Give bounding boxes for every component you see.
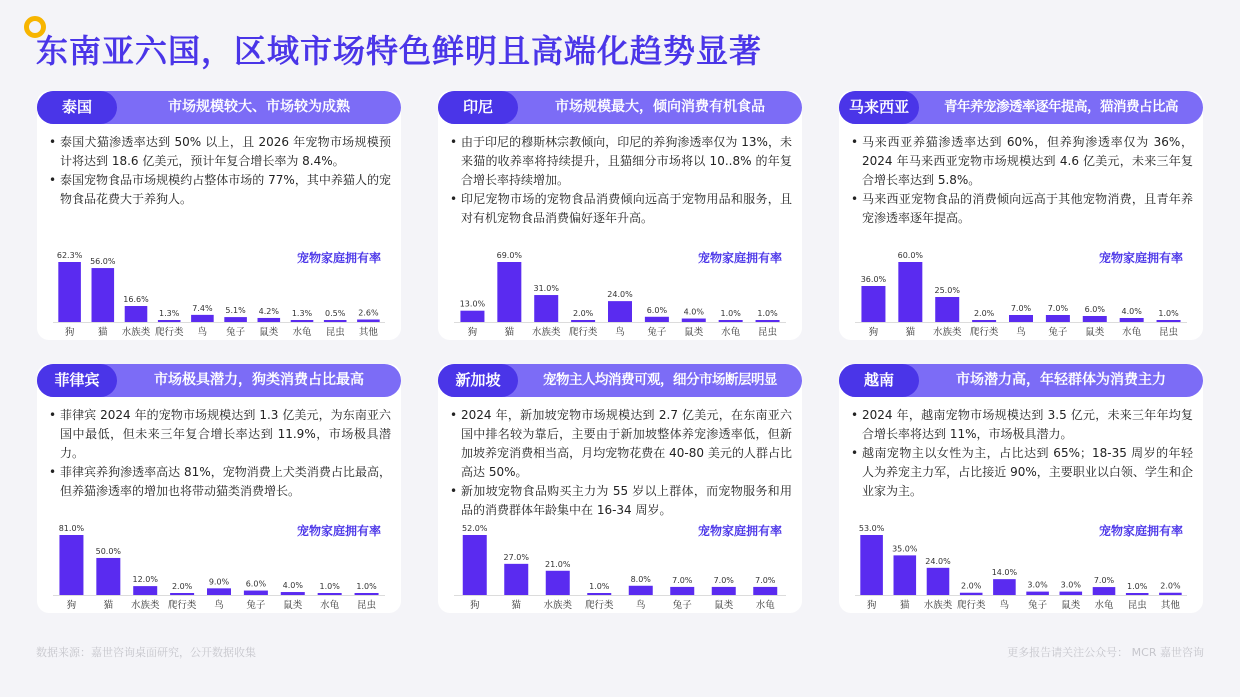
category-label: 昆虫 bbox=[357, 600, 377, 611]
data-label: 21.0% bbox=[545, 559, 571, 569]
card-header bbox=[438, 91, 802, 124]
data-label: 1.0% bbox=[589, 582, 610, 591]
category-label: 狗 bbox=[868, 327, 879, 338]
data-label: 6.0% bbox=[646, 305, 668, 315]
bar-狗 bbox=[861, 286, 885, 322]
bar-爬行类 bbox=[972, 320, 996, 322]
bullet-list bbox=[49, 133, 391, 209]
data-label: 81.0% bbox=[58, 524, 85, 533]
category-label: 昆虫 bbox=[758, 327, 778, 338]
bullet-item: • 泰国宠物食品市场规模约占整体市场的 77%，其中养猫人的宠物食品花费大于养狗人。 bbox=[49, 171, 391, 209]
category-label: 猫 bbox=[900, 600, 910, 611]
data-label: 27.0% bbox=[503, 552, 529, 562]
category-label: 兔子 bbox=[1028, 600, 1048, 611]
chart-svg bbox=[839, 250, 1203, 340]
bar-水龟 bbox=[753, 587, 777, 595]
bar-爬行类 bbox=[960, 593, 983, 595]
data-label: 7.0% bbox=[1047, 304, 1069, 313]
data-label: 1.3% bbox=[291, 309, 313, 318]
data-label: 7.0% bbox=[672, 575, 693, 585]
card-header bbox=[839, 364, 1203, 397]
bar-爬行类 bbox=[170, 593, 194, 595]
category-label: 水族类 bbox=[932, 327, 962, 338]
bar-鼠类 bbox=[1060, 592, 1083, 595]
category-label: 兔子 bbox=[246, 600, 266, 611]
category-label: 水族类 bbox=[531, 327, 561, 338]
category-label: 水龟 bbox=[721, 327, 741, 338]
data-label: 6.0% bbox=[245, 579, 267, 589]
country-badge: 新加坡 bbox=[438, 364, 518, 397]
category-label: 鼠类 bbox=[1085, 327, 1105, 338]
data-label: 36.0% bbox=[860, 275, 887, 284]
bar-狗 bbox=[460, 311, 484, 322]
bar-狗 bbox=[59, 535, 83, 595]
bullet-list bbox=[851, 133, 1193, 228]
chart-label: 宠物家庭拥有率 bbox=[296, 524, 381, 538]
data-label: 62.3% bbox=[56, 251, 83, 260]
data-label: 7.0% bbox=[755, 575, 776, 585]
data-label: 24.0% bbox=[607, 290, 633, 300]
bar-猫 bbox=[96, 558, 120, 595]
category-label: 兔子 bbox=[1048, 327, 1068, 338]
bar-兔子 bbox=[1046, 315, 1070, 322]
data-label: 3.0% bbox=[1060, 580, 1081, 590]
data-label: 69.0% bbox=[496, 251, 523, 260]
category-label: 昆虫 bbox=[1159, 327, 1179, 338]
card-header bbox=[839, 91, 1203, 124]
category-label: 爬行类 bbox=[956, 600, 986, 611]
card-header bbox=[37, 364, 401, 397]
data-label: 2.0% bbox=[1160, 581, 1181, 591]
bar-水族类 bbox=[534, 295, 558, 322]
bar-水龟 bbox=[318, 593, 342, 595]
category-label: 狗 bbox=[64, 327, 75, 338]
bar-昆虫 bbox=[1157, 320, 1181, 322]
chart-label: 宠物家庭拥有率 bbox=[697, 251, 782, 265]
chart-label: 宠物家庭拥有率 bbox=[697, 524, 782, 538]
category-label: 猫 bbox=[905, 327, 916, 338]
data-label: 16.6% bbox=[123, 295, 149, 305]
category-label: 水族类 bbox=[121, 327, 151, 338]
data-label: 1.0% bbox=[319, 582, 340, 591]
category-label: 爬行类 bbox=[154, 327, 184, 338]
data-label: 31.0% bbox=[533, 284, 559, 294]
bar-chart bbox=[37, 523, 401, 613]
category-label: 鸟 bbox=[999, 600, 1010, 611]
data-label: 3.0% bbox=[1027, 580, 1048, 590]
data-label: 50.0% bbox=[95, 546, 122, 556]
category-label: 爬行类 bbox=[167, 600, 197, 611]
bar-狗 bbox=[58, 262, 81, 322]
card-thailand bbox=[37, 91, 401, 340]
bullet-list bbox=[450, 133, 792, 228]
category-label: 昆虫 bbox=[325, 327, 345, 338]
data-label: 5.1% bbox=[225, 306, 246, 316]
category-label: 鼠类 bbox=[259, 327, 279, 338]
bar-鸟 bbox=[191, 315, 214, 322]
country-badge: 印尼 bbox=[438, 91, 518, 124]
bar-chart bbox=[438, 250, 802, 340]
category-label: 鸟 bbox=[214, 600, 224, 611]
bar-狗 bbox=[463, 535, 487, 595]
bar-兔子 bbox=[224, 317, 247, 322]
bar-昆虫 bbox=[756, 320, 780, 322]
data-label: 2.6% bbox=[358, 308, 379, 318]
category-label: 猫 bbox=[511, 600, 522, 611]
data-label: 2.0% bbox=[961, 581, 982, 591]
data-label: 14.0% bbox=[991, 568, 1018, 578]
bullet-item: • 菲律宾 2024 年的宠物市场规模达到 1.3 亿美元，为东南亚六国中最低，但未来三年复合增长率达到 11.9%，市场极具潜力。 bbox=[49, 406, 391, 463]
follow-note: 更多报告请关注公众号： MCR 嘉世咨询 bbox=[1007, 646, 1204, 659]
bullet-item: • 印尼宠物市场的宠物食品消费倾向远高于宠物用品和服务，且对有机宠物食品消费偏好逐年升高。 bbox=[450, 190, 792, 228]
bar-鸟 bbox=[207, 588, 231, 595]
data-label: 2.0% bbox=[973, 309, 995, 318]
data-label: 13.0% bbox=[459, 299, 486, 309]
bar-水族类 bbox=[935, 297, 959, 322]
chart-svg bbox=[438, 250, 802, 340]
bar-兔子 bbox=[670, 587, 694, 595]
category-label: 水龟 bbox=[320, 600, 340, 611]
bar-猫 bbox=[92, 268, 115, 322]
data-label: 60.0% bbox=[897, 251, 924, 260]
chart-svg bbox=[37, 523, 401, 613]
category-label: 鼠类 bbox=[283, 600, 303, 611]
data-label: 35.0% bbox=[892, 544, 918, 554]
data-label: 7.0% bbox=[1093, 576, 1115, 586]
data-label: 4.0% bbox=[683, 307, 704, 317]
card-headline: 宠物主人均消费可观，细分市场断层明显 bbox=[543, 372, 777, 388]
card-headline: 市场规模较大、市场较为成熟 bbox=[168, 99, 350, 115]
data-label: 1.0% bbox=[757, 309, 778, 318]
bullet-item: • 泰国犬猫渗透率达到 50% 以上，且 2026 年宠物市场规模预计将达到 18.6 亿美元，预计年复合增长率为 8.4%。 bbox=[49, 133, 391, 171]
card-headline: 市场规模最大，倾向消费有机食品 bbox=[555, 99, 765, 115]
bar-猫 bbox=[898, 262, 922, 322]
bar-狗 bbox=[860, 535, 883, 595]
bar-鸟 bbox=[608, 301, 632, 322]
data-label: 53.0% bbox=[858, 524, 885, 533]
card-header bbox=[37, 91, 401, 124]
bar-鸟 bbox=[1009, 315, 1033, 322]
chart-svg bbox=[37, 250, 401, 340]
bar-chart bbox=[438, 523, 802, 613]
category-label: 狗 bbox=[469, 600, 480, 611]
bar-猫 bbox=[894, 555, 917, 595]
bar-鼠类 bbox=[682, 319, 706, 322]
bar-爬行类 bbox=[587, 593, 611, 595]
bullet-item: • 新加坡宠物食品购买主力为 55 岁以上群体，而宠物服务和用品的消费群体年龄集中在 16-34 周岁。 bbox=[450, 482, 792, 520]
bar-水龟 bbox=[1093, 587, 1116, 595]
data-label: 8.0% bbox=[630, 574, 651, 584]
category-label: 猫 bbox=[103, 600, 114, 611]
country-badge: 菲律宾 bbox=[37, 364, 117, 397]
category-label: 鸟 bbox=[197, 327, 208, 338]
card-vietnam bbox=[839, 364, 1203, 613]
bar-鼠类 bbox=[1083, 316, 1107, 322]
card-headline: 市场潜力高，年轻群体为消费主力 bbox=[956, 372, 1166, 388]
bar-水族类 bbox=[927, 568, 950, 595]
bullet-item: • 马来西亚养猫渗透率达到 60%，但养狗渗透率仅为 36%，2024 年马来西亚宠物市场规模达到 4.6 亿美元，未来三年复合增长率达到 5.8%。 bbox=[851, 133, 1193, 190]
chart-svg bbox=[839, 523, 1203, 613]
bullet-list bbox=[851, 406, 1193, 501]
category-label: 狗 bbox=[866, 600, 877, 611]
data-label: 1.0% bbox=[356, 582, 377, 591]
category-label: 猫 bbox=[504, 327, 515, 338]
category-label: 狗 bbox=[66, 600, 77, 611]
bar-水族类 bbox=[133, 586, 157, 595]
bullet-item: • 菲律宾养狗渗透率高达 81%，宠物消费上犬类消费占比最高，但养猫渗透率的增加也将带动猫类消费增长。 bbox=[49, 463, 391, 501]
bar-鸟 bbox=[993, 579, 1016, 595]
data-label: 7.0% bbox=[1010, 304, 1032, 313]
chart-label: 宠物家庭拥有率 bbox=[1098, 524, 1183, 538]
category-label: 爬行类 bbox=[568, 327, 598, 338]
data-label: 1.0% bbox=[1158, 309, 1179, 318]
country-badge: 泰国 bbox=[37, 91, 117, 124]
bullet-item: • 由于印尼的穆斯林宗教倾向，印尼的养狗渗透率仅为 13%，未来猫的收养率将持续提升，且猫细分市场将以 10..8% 的年复合增长率持续增加。 bbox=[450, 133, 792, 190]
bar-鼠类 bbox=[281, 592, 305, 595]
chart-label: 宠物家庭拥有率 bbox=[1098, 251, 1183, 265]
bar-昆虫 bbox=[324, 320, 347, 322]
bar-chart bbox=[37, 250, 401, 340]
bar-chart bbox=[839, 523, 1203, 613]
bullet-item: • 马来西亚宠物食品的消费倾向远高于其他宠物消费，且青年养宠渗透率逐年提高。 bbox=[851, 190, 1193, 228]
data-label: 2.0% bbox=[171, 582, 193, 591]
category-label: 爬行类 bbox=[969, 327, 999, 338]
data-label: 25.0% bbox=[934, 286, 960, 295]
bar-其他 bbox=[1159, 593, 1182, 595]
card-header bbox=[438, 364, 802, 397]
data-label: 4.0% bbox=[282, 581, 303, 591]
card-headline: 青年养宠渗透率逐年提高，猫消费占比高 bbox=[944, 99, 1178, 115]
card-headline: 市场极具潜力，狗类消费占比最高 bbox=[154, 372, 364, 388]
page-title: 东南亚六国，区域市场特色鲜明且高端化趋势显著 bbox=[36, 32, 763, 70]
bar-爬行类 bbox=[158, 320, 181, 322]
bar-水族类 bbox=[125, 306, 148, 322]
category-label: 猫 bbox=[98, 327, 108, 338]
data-label: 52.0% bbox=[462, 524, 488, 533]
category-label: 狗 bbox=[467, 327, 478, 338]
data-label: 9.0% bbox=[208, 577, 230, 587]
category-label: 鼠类 bbox=[714, 600, 734, 611]
bar-鼠类 bbox=[712, 587, 736, 595]
bullet-list bbox=[450, 406, 792, 520]
chart-label: 宠物家庭拥有率 bbox=[296, 251, 381, 265]
category-label: 昆虫 bbox=[1127, 600, 1147, 611]
category-label: 鼠类 bbox=[1061, 600, 1081, 611]
bar-水龟 bbox=[719, 320, 743, 322]
data-label: 0.5% bbox=[325, 309, 346, 318]
country-badge: 越南 bbox=[839, 364, 919, 397]
category-label: 水龟 bbox=[1094, 600, 1114, 611]
card-indonesia bbox=[438, 91, 802, 340]
data-label: 56.0% bbox=[90, 257, 116, 267]
category-label: 其他 bbox=[358, 327, 378, 338]
chart-svg bbox=[438, 523, 802, 613]
category-label: 爬行类 bbox=[584, 600, 614, 611]
bar-猫 bbox=[497, 262, 521, 322]
card-singapore bbox=[438, 364, 802, 613]
category-label: 兔子 bbox=[226, 327, 246, 338]
bar-昆虫 bbox=[355, 593, 379, 595]
bar-猫 bbox=[504, 564, 528, 595]
category-label: 水族类 bbox=[923, 600, 953, 611]
data-label: 24.0% bbox=[925, 556, 951, 566]
bullet-item: • 越南宠物主以女性为主，占比达到 65%；18-35 周岁的年轻人为养宠主力军，占比接近 90%，主要职业以白领、学生和企业家为主。 bbox=[851, 444, 1193, 501]
bar-chart bbox=[839, 250, 1203, 340]
category-label: 水族类 bbox=[543, 600, 573, 611]
bar-水龟 bbox=[1120, 318, 1144, 322]
category-label: 水族类 bbox=[130, 600, 160, 611]
country-badge: 马来西亚 bbox=[839, 91, 919, 124]
category-label: 其他 bbox=[1160, 600, 1180, 611]
category-label: 水龟 bbox=[292, 327, 312, 338]
bar-爬行类 bbox=[571, 320, 595, 322]
bullet-item: • 2024 年，新加坡宠物市场规模达到 2.7 亿美元，在东南亚六国中排名较为靠后，主要由于新加坡整体养宠渗透率低，但新加坡养宠消费相当高，月均宠物花费在 40-80 美元的人群占比高达 50%。 bbox=[450, 406, 792, 482]
bar-水龟 bbox=[291, 320, 314, 322]
source-note: 数据来源：嘉世咨询桌面研究，公开数据收集 bbox=[36, 646, 256, 659]
data-label: 1.3% bbox=[159, 309, 180, 318]
category-label: 鸟 bbox=[1016, 327, 1026, 338]
bar-兔子 bbox=[1026, 592, 1049, 595]
data-label: 6.0% bbox=[1084, 305, 1105, 314]
category-label: 鼠类 bbox=[684, 327, 704, 338]
card-malaysia bbox=[839, 91, 1203, 340]
bullet-list bbox=[49, 406, 391, 501]
card-philippines bbox=[37, 364, 401, 613]
category-label: 水龟 bbox=[755, 600, 775, 611]
bar-水族类 bbox=[546, 571, 570, 595]
data-label: 4.2% bbox=[258, 306, 279, 316]
data-label: 2.0% bbox=[572, 309, 594, 318]
data-label: 4.0% bbox=[1121, 307, 1142, 316]
bar-兔子 bbox=[244, 591, 268, 595]
bar-其他 bbox=[357, 319, 380, 322]
category-label: 水龟 bbox=[1122, 327, 1142, 338]
bar-兔子 bbox=[645, 317, 669, 322]
data-label: 7.4% bbox=[192, 303, 213, 313]
category-label: 兔子 bbox=[672, 600, 692, 611]
data-label: 7.0% bbox=[713, 575, 734, 585]
category-label: 鸟 bbox=[615, 327, 625, 338]
category-label: 兔子 bbox=[647, 327, 667, 338]
bullet-item: • 2024 年，越南宠物市场规模达到 3.5 亿元，未来三年年均复合增长率将达到 11%，市场极具潜力。 bbox=[851, 406, 1193, 444]
category-label: 鸟 bbox=[635, 600, 646, 611]
data-label: 1.0% bbox=[1127, 582, 1148, 591]
data-label: 12.0% bbox=[132, 575, 158, 585]
data-label: 1.0% bbox=[720, 309, 741, 318]
bar-昆虫 bbox=[1126, 593, 1149, 595]
bar-鼠类 bbox=[258, 318, 281, 322]
bar-鸟 bbox=[629, 586, 653, 595]
